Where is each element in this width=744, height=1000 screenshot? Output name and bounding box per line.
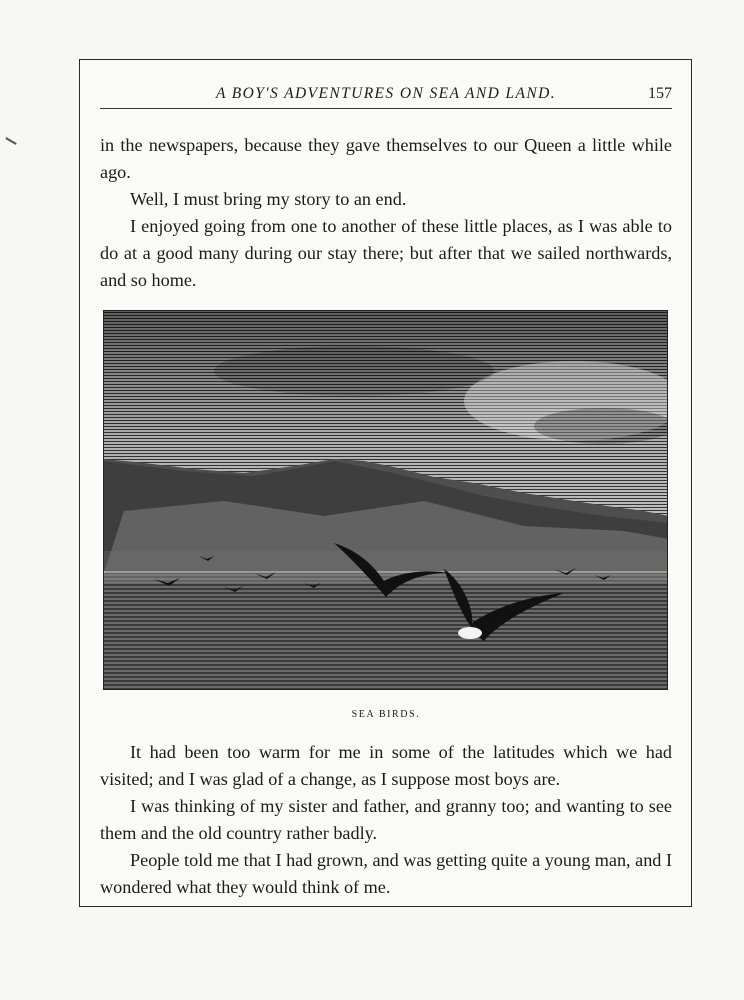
running-title: A BOY'S ADVENTURES ON SEA AND LAND. (215, 85, 557, 102)
figure-caption: SEA BIRDS. (351, 709, 421, 720)
paragraph: It had been too warm for me in some of the latitudes which we had visited; and I was glad of a change, as I suppose most boys are. (100, 742, 672, 789)
paragraph: I enjoyed going from one to another of these little places, as I was able to do at a good many during our stay there; but after that we sailed northwards, and so home. (100, 216, 672, 290)
paragraph: People told me that I had grown, and was getting quite a young man, and I wondered what they would think of me. (100, 850, 672, 897)
paragraph: Well, I must bring my story to an end. (130, 189, 407, 209)
body-text-top (100, 132, 672, 294)
running-header (100, 82, 672, 109)
paragraph-continuation: in the newspapers, because they gave themselves to our Queen a little while ago. (100, 135, 672, 182)
engraving-image (104, 311, 668, 690)
margin-mark (5, 137, 16, 145)
paragraph: I was thinking of my sister and father, and granny too; and wanting to see them and the old country rather badly. (100, 796, 672, 843)
sea-birds-illustration (103, 310, 668, 690)
body-text-bottom (100, 739, 672, 901)
page-number: 157 (648, 85, 672, 102)
